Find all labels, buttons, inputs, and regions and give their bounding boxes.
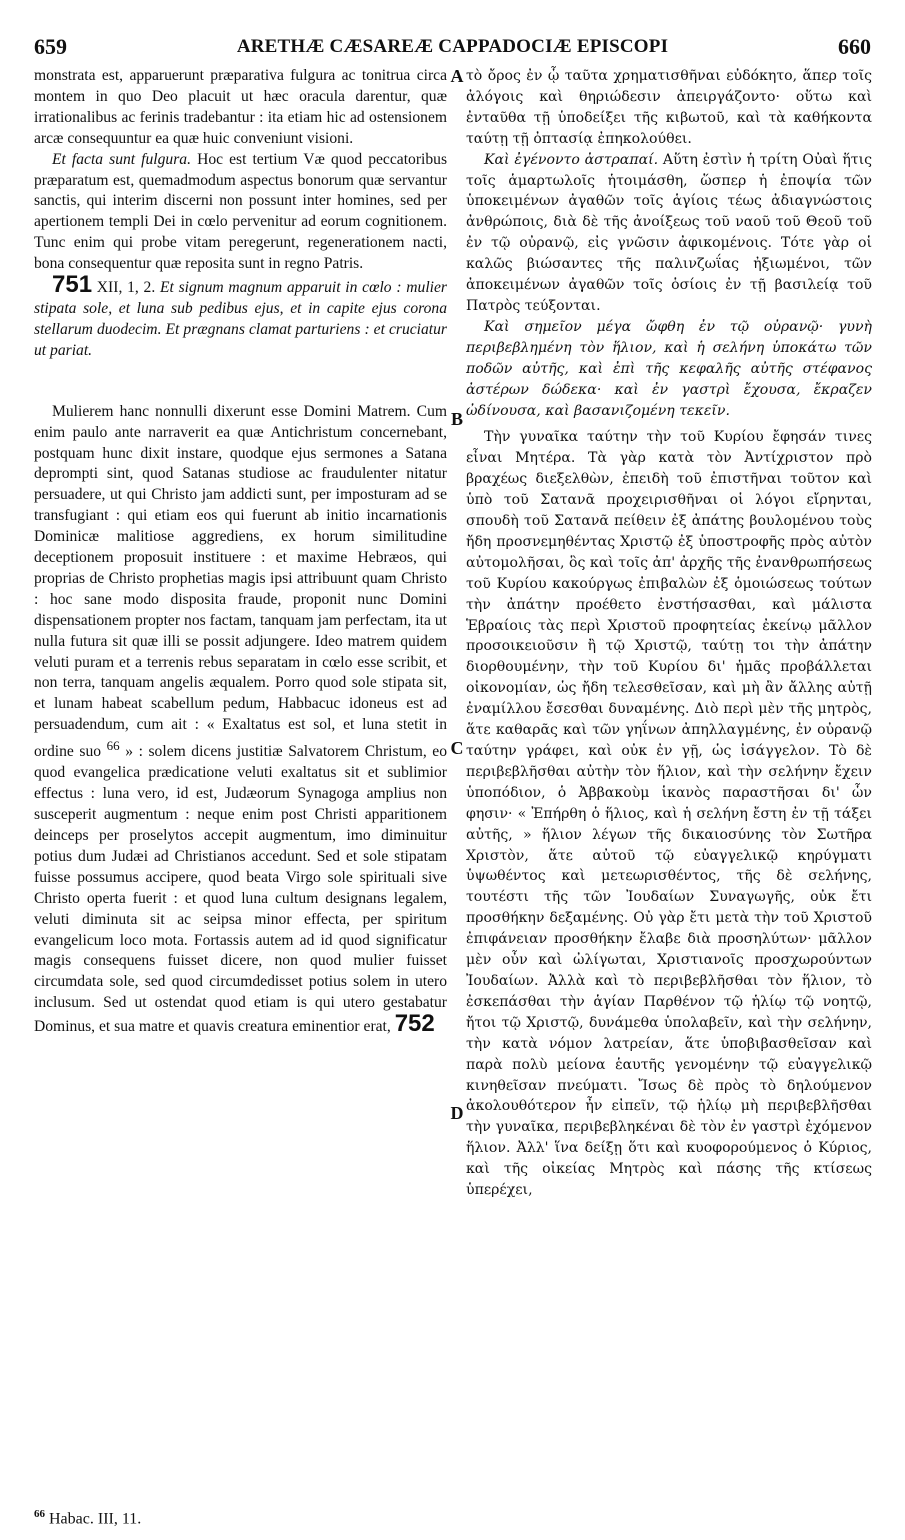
latin-commentary (34, 402, 447, 1038)
margin-letter-a: A (450, 66, 464, 86)
latin-text: Hoc est tertium Væ quod peccatoribus præparatum est, quemadmodum aspectus bonorum quæ servantur sanctis, qui interim discerni non possunt inter homines, sed per apertionem templi Dei in cœlo pervenitur ad eorum cognitionem. Tunc enim qui probe vitam peregerunt, regenerationem nacti, bona consequentur quæ reposita sunt in regno Patris. (34, 150, 448, 273)
section-reference: XII, 1, 2. (96, 279, 156, 297)
footnote-reference: 66 (106, 738, 120, 754)
page-number-left: 659 (34, 34, 67, 59)
footnote-number: 66 (34, 1508, 45, 1520)
margin-letter-c: C (450, 738, 464, 758)
greek-scripture-lemma: Καὶ σημεῖον μέγα ὤφθη ἐν τῷ οὐρανῷ· γυνὴ περιβεβλημένη τὸν ἥλιον, καὶ ἡ σελήνη ὑποκάτω τῶν ποδῶν αὐτῆς, καὶ ἐπὶ τῆς κεφαλῆς αὐτῆς στέφανος ἀστέρων δώδεκα· καὶ ἐν γαστρὶ ἔχουσα, ἔκραζεν ὠδίνουσα, καὶ βασανιζομένη τεκεῖν. (466, 318, 872, 419)
latin-lemma: Et facta sunt fulgura. (52, 150, 191, 168)
greek-commentary: Τὴν γυναῖκα ταύτην τὴν τοῦ Κυρίου ἔφησάν τινες εἶναι Μητέρα. Τὰ γὰρ κατὰ τὸν Ἀντίχριστον πρὸ βραχέως διεξελθὼν, ἐπειδὴ τοῦ ἐπιστῆναι τοῦτον καὶ ὑπὸ τοῦ Σατανᾶ προχειρισθῆναι οἱ λόγοι εἴρηνται, σπουδὴ τοῦ Σατανᾶ πείθειν ἐξ ἀπάτης βουλομένου τοὺς ἤδη προσνεμηθέντας Χριστῷ ἐξ ὑποστροφῆς πρὸς αὐτὸν αὐτομολῆσαι, ὃς καὶ τοῖς ἀπ' ἀρχῆς τῆς ἐνανθρωπήσεως τοῦ Κυρίου κακούργως ἐπιβαλὼν ἐξ ὁμοιώσεως τούτων τὴν ἀπάτην προέθετο ἐνστήσασθαι, καὶ μάλιστα Ἑβραίοις τὰς περὶ Χριστοῦ προφητείας ἐκείνῳ μᾶλλον προσοικειοῦσιν ἢ τῷ Χριστῷ, ταύτῃ τοι τὴν ἀπάτην διορθουμένην, τὴν τοῦ Κυρίου δι' ἡμᾶς προβάλλεται οἰκονομίαν, ὡς ἤδη τελεσθεῖσαν, καὶ μὴ ἂν ἄλλης αὐτῇ ἐναμίλλου ἔσεσθαι δυναμένης. Διὸ περὶ μὲν τῆς μητρὸς, ἅτε καθαρᾶς καὶ τῶν γηΐνων ἀπηλλαγμένης, ἐν οὐρανῷ ταύτην γράφει, καὶ οὐκ ἐν γῇ, ὡς ἰσάγγελον. Τὸ δὲ περιβεβλῆσθαι αὐτὴν τὸν ἥλιον, καὶ τὴν σελήνην ἔχειν ὑποπόδιον, ὁ Ἀββακοὺμ ἱκανὸς παραστῆσαι δι' ὧν φησιν· « Ἐπήρθη ὁ ἥλιος, καὶ ἡ σελήνη ἔστη ἐν τῇ τάξει αὐτῆς, » ἥλιον λέγων τῆς δικαιοσύνης τὸν Σωτῆρα Χριστὸν, ἅτε αὐτοῦ τῷ εὐαγγελικῷ κηρύγματι ὑψωθέντος καὶ μετεωρισθέντος, τῆς δὲ σελήνης, τουτέστι τῆς τῶν Ἰουδαίων Συναγωγῆς, οὐκ ἔτι προσθήκην δεξαμένης. Οὐ γὰρ ἔτι μετὰ τὴν τοῦ Χριστοῦ ἐπιφάνειαν προσθήκην ἔλαβε διὰ προσηλύτων· μᾶλλον μὲν οὖν καὶ ὠλίγωται, Χριστιανοῖς προσχωρούντων Ἰουδαίων. Ἀλλὰ καὶ τὸ περιβεβλῆσθαι τὸν ἥλιον, τὸ ἐσκεπάσθαι τὴν ἁγίαν Παρθένον τῷ ἡλίῳ τῷ νοητῷ, ἤτοι τῷ Χριστῷ, δυνάμεθα ὑπολαβεῖν, καὶ τὴν σελήνην, τὴν κατὰ νόμον λατρείαν, ἅτε ὑποβιβασθεῖσαν καὶ παρὰ πολὺ μείονα ἑαυτῆς γενομένην τῷ εὐαγγελικῷ κινηθεῖσαν πνεύματι. Ἴσως δὲ πρὸς τὸ δηλούμενον ἀκολουθότερον ἦν εἰπεῖν, τῷ ἡλίῳ μὴ περιβεβλῆσθαι τὴν γυναῖκα, περιβεβληκέναι δὲ τὸν ἐν γαστρὶ ἐχόμενον ἥλιον. Ἀλλ' ἵνα δείξῃ ὅτι καὶ κυοφορούμενος ὁ Κύριος, καὶ τῆς οἰκείας Μητρὸς καὶ πάσης τῆς κτίσεως ὑπερέχει, (466, 429, 872, 1199)
latin-paragraph: monstrata est, apparuerunt præparativa fulgura ac tonitrua circa montem in quo Deo placuit ut hæc oracula darentur, quæ irrationalibus ac ferinis tradebantur : ita etiam hic ad ostensionem arcæ consequuntur ea quæ huic conveniunt visioni. (34, 67, 447, 147)
section-number: 751 (52, 271, 93, 299)
greek-paragraph (466, 150, 872, 317)
footnote (34, 1508, 141, 1528)
footnote-text: Habac. III, 11. (49, 1510, 142, 1528)
latin-column (34, 66, 447, 1038)
section-number-end: 752 (394, 1010, 435, 1038)
margin-letter-b: B (450, 409, 463, 429)
latin-scripture-lemma: Et signum magnum apparuit in cœlo : mulier stipata sole, et luna sub pedibus ejus, et in capite ejus corona stellarum duodecim. Et prægnans clamat parturiens : et cruciatur ut pariat. (34, 279, 447, 359)
page-header (34, 34, 871, 64)
margin-letter-d: D (450, 1103, 464, 1123)
running-title: ARETHÆ CÆSAREÆ CAPPADOCIÆ EPISCOPI (236, 36, 669, 57)
page-number-right: 660 (838, 34, 871, 59)
greek-lemma: Καὶ ἐγένοντο ἀστραπαί. (484, 151, 659, 168)
greek-column (466, 66, 872, 1201)
latin-section (34, 271, 447, 362)
latin-text: » : solem dicens justitiæ Salvatorem Christum, eo quod evangelica prædicatione veluti exaltatus sit et sublimior effectus : luna vero, id est, Judæorum Synagoga amplius non susceperit augmentum : neque enim post Christi apparitionem deinceps per proselytos accepit augmentum, imo diminuitur potius dum Judæi ad Christianos accedunt. Sed et sole stipatam fuisse possumus accipere, quod beata Virgo sole spirituali sive Christo operta fuerit : et quod luna cultum designans legalem, veluti diminuta sit ac seipsa minor effecta, per spiritum evangelicum loco mota. Fortassis autem ad id quod significatur magis consequens fuisset dicere, non quod mulier fuisset circumdata sole, sed quod circumdedisset potius solem in utero inclusum. Sed ut ostendat quod etiam is qui utero gestabatur Dominus, et sua matre et quavis creatura eminentior erat, (34, 743, 448, 1036)
latin-text: Mulierem hanc nonnulli dixerunt esse Domini Matrem. Cum enim paulo ante narraverit ea quæ Antichristum concernebant, postquam hunc dixit instare, quodque ejus sermones a Satana deprompti sint, quod Satanas studiose ac fraudulenter nitatur persuadere, ut qui Christo jam addicti sunt, per imposturam ad se transfugiant : qui etiam eos qui fuerunt ab initio incarnationis Dominicæ malitiose aggrediens, ex horum similitudine deceptionem proposuit instituere : et maxime Hebræos, qui proprias de Christo prophetias magis ipsi attribuunt quam Christo : hoc sane modo disposita fraude, proponit nunc Domini dispensationem propter nos factam, tanquam jam perfectam, ita ut nulla futura sit quæ illi se possit adjungere. Ideo matrem quidem veluti puram et a terrenis rebus separatam in cœlo esse scribit, et non terra, tanquam angelis æqualem. Porro quod sole stipata sit, et lunam habeat scabellum pedum, Habbacuc idoneus est ad persuadendum, cum ait : « Exaltatus est sol, et luna stetit in ordine suo (34, 402, 447, 761)
greek-paragraph: τὸ ὄρος ἐν ᾧ ταῦτα χρηματισθῆναι εὐδόκητο, ἅπερ τοῖς ἀλόγοις καὶ θηριώδεσιν ἀπειργάζοντο· οὕτω καὶ ἐνταῦθα τῇ ὑποδείξει τῆς κιβωτοῦ, καὶ τὰ καθήκοντα ταύτῃ τῇ ὀπτασίᾳ ἐπηκολούθει. (466, 68, 872, 147)
latin-paragraph (34, 150, 447, 275)
greek-text: Αὕτη ἐστὶν ἡ τρίτη Οὐαὶ ἥτις τοῖς ἁμαρτωλοῖς ἡτοιμάσθη, ὥσπερ ἡ ἐποψία τῶν ὑποκειμένων ἀγαθῶν τοῖς ἁγίοις τέως ἀδιαγνώστοις ἀνθρώποις, διὰ δὲ τῆς ἀνοίξεως τοῦ ναοῦ τοῦ Θεοῦ τοῦ ἐν τῷ οὐρανῷ, εἰς γνῶσιν ἀφικομένοις. Τότε γὰρ οἱ καλῶς βιώσαντες τῆς παλινζωΐας ἠξιωμένοι, τῶν ἀποκειμένων ἀγαθῶν τοῖς ὁσίοις ἐν τῇ βασιλείᾳ τοῦ Πατρὸς τεύξονται. (466, 151, 872, 314)
